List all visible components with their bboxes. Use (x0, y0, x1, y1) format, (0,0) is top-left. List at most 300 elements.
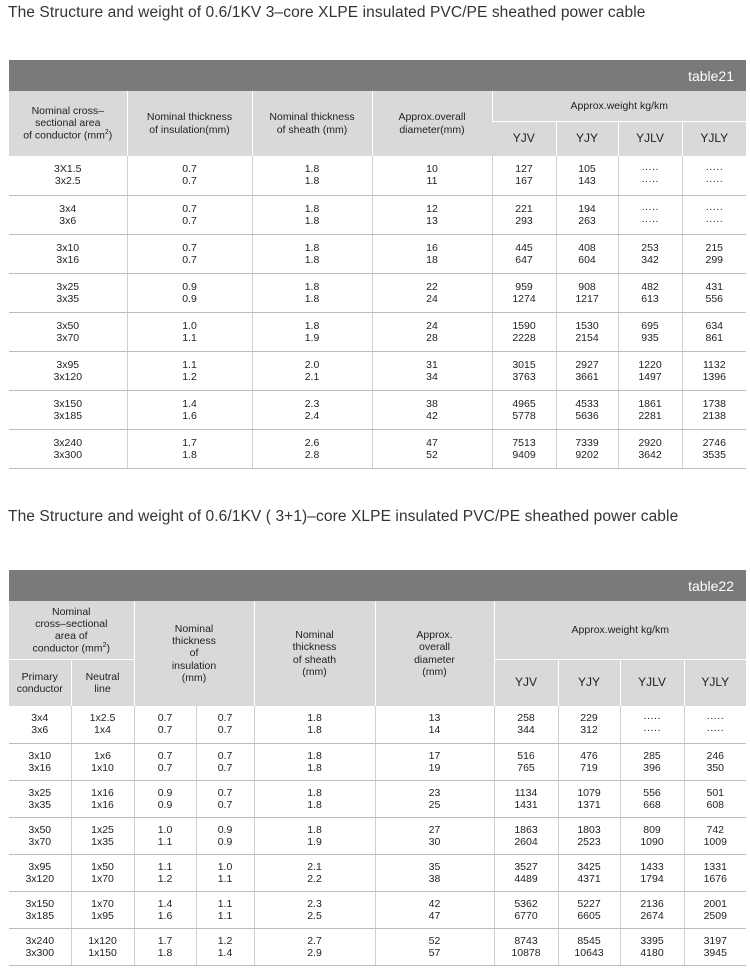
cell-value: 42 (426, 409, 438, 422)
cell-value: 1274 (512, 292, 536, 305)
cell-value: 167 (515, 175, 533, 188)
header-primary-conductor: Primary conductor (9, 660, 71, 707)
cell-ins (127, 390, 252, 429)
table-row (9, 706, 746, 743)
cell-value: 229 (580, 712, 598, 725)
cell-ins-n (196, 743, 254, 780)
table22 (9, 601, 746, 966)
cell-value: 445 (515, 241, 533, 254)
cell-value: 5362 (514, 897, 538, 910)
cell-value: 3x185 (53, 409, 83, 422)
cell-neutral (71, 743, 134, 780)
cell-value: 9202 (575, 448, 599, 461)
cell-value: 5636 (575, 409, 599, 422)
cell-ins-n (196, 891, 254, 928)
cell-yjy (558, 854, 620, 891)
cell-value: 4180 (640, 946, 664, 959)
cell-value: 0.7 (182, 241, 197, 254)
cell-neutral (71, 706, 134, 743)
cell-yjv (492, 156, 556, 195)
cell-ins-p (134, 891, 196, 928)
cell-yjlv (620, 891, 684, 928)
cell-value: 31 (426, 358, 438, 371)
header-approx-weight: Approx.weight kg/km (494, 601, 746, 660)
cell-value: 3x50 (28, 823, 52, 836)
cell-value: 0.9 (157, 786, 173, 799)
cell-value: 1079 (577, 786, 601, 799)
header-yjly: YJLY (682, 122, 746, 157)
cell-value: 4965 (512, 397, 536, 410)
cell-yjv (494, 891, 558, 928)
cell-value: 695 (641, 319, 659, 332)
cell-value: 0.7 (217, 786, 233, 799)
cell-value: 299 (705, 253, 724, 266)
header-conductor-area: Nominal cross–sectional area of conductor $(mm^2)$ (9, 601, 134, 660)
cell-value: 1.1 (157, 860, 173, 873)
cell-value: 2927 (575, 358, 599, 371)
cell-value: 127 (515, 163, 533, 176)
cell-value: 47 (426, 436, 438, 449)
cell-sheath (252, 429, 372, 468)
cell-yjlv (620, 817, 684, 854)
cell-primary (9, 780, 71, 817)
cell-value: 3x4 (31, 712, 49, 725)
header-sheath-thickness: Nominal thickness of sheath (mm) (254, 601, 375, 706)
cell-area (9, 195, 127, 234)
cell-value: 516 (517, 749, 535, 762)
table21-label-bar (9, 60, 746, 91)
cell-value: 1.1 (157, 835, 173, 848)
cell-value: ····· (705, 214, 723, 227)
cell-yjlv (620, 780, 684, 817)
cell-value: 3x240 (53, 436, 83, 449)
header-overall-diameter: Approx.overall diameter(mm) (372, 91, 492, 156)
cell-value: 3x2.5 (54, 175, 81, 188)
cell-value: 221 (515, 202, 533, 215)
cell-value: 12 (426, 202, 438, 215)
cell-yjly (682, 351, 746, 390)
cell-yjly (684, 780, 746, 817)
cell-value: 1794 (640, 872, 664, 885)
cell-value: 0.7 (217, 798, 233, 811)
cell-value: 1090 (640, 835, 664, 848)
table-row (9, 928, 746, 965)
cell-yjly (684, 743, 746, 780)
cell-value: ····· (641, 214, 659, 227)
cell-value: 6770 (514, 909, 538, 922)
cell-value: 4533 (575, 397, 599, 410)
cell-value: 19 (428, 761, 441, 774)
cell-value: 3x120 (53, 370, 83, 383)
cell-ins (127, 273, 252, 312)
cell-value: 1.8 (304, 175, 320, 188)
cell-value: 3x4 (59, 202, 77, 215)
cell-sheath (254, 817, 375, 854)
table-row (9, 156, 746, 195)
cell-value: 0.7 (157, 712, 173, 725)
cell-value: 8743 (514, 934, 538, 947)
header-neutral-line: Neutral line (71, 660, 134, 707)
cell-dia (372, 351, 492, 390)
table-row (9, 780, 746, 817)
cell-value: 3x50 (56, 319, 80, 332)
table22-title: The Structure and weight of 0.6/1KV ( 3+1)–core XLPE insulated PVC/PE sheathed power cable (8, 508, 679, 525)
cell-value: 1.8 (304, 319, 320, 332)
cell-value: 2.0 (304, 358, 320, 371)
cell-value: 263 (578, 214, 596, 227)
cell-value: 1.1 (182, 331, 197, 344)
cell-yjy (556, 234, 618, 273)
cell-value: 1433 (640, 860, 664, 873)
cell-dia (375, 706, 494, 743)
table-row (9, 743, 746, 780)
cell-value: 0.9 (157, 798, 173, 811)
header-yjv: YJV (492, 122, 556, 157)
cell-value: 1x50 (91, 860, 114, 873)
cell-value: 2.3 (307, 897, 322, 910)
cell-value: 3945 (703, 946, 727, 959)
cell-value: 2.9 (307, 946, 322, 959)
cell-value: 2138 (702, 409, 726, 422)
cell-value: 1.8 (304, 241, 320, 254)
cell-primary (9, 854, 71, 891)
cell-value: 1x150 (88, 946, 117, 959)
cell-value: 1.8 (307, 712, 322, 725)
cell-yjy (556, 312, 618, 351)
cell-yjy (558, 891, 620, 928)
cell-sheath (252, 351, 372, 390)
cell-value: 1.8 (307, 798, 322, 811)
cell-value: ····· (706, 724, 724, 737)
cell-value: 1x35 (91, 835, 114, 848)
cell-value: 0.7 (217, 712, 233, 725)
cell-yjly (682, 234, 746, 273)
cell-sheath (252, 195, 372, 234)
cell-yjlv (618, 273, 682, 312)
cell-dia (372, 156, 492, 195)
cell-value: 1009 (703, 835, 727, 848)
cell-neutral (71, 780, 134, 817)
cell-value: 1.0 (182, 319, 197, 332)
table22-label-bar (9, 570, 746, 601)
cell-value: 2281 (638, 409, 662, 422)
cell-ins (127, 351, 252, 390)
cell-value: 0.7 (182, 175, 197, 188)
cell-yjy (558, 780, 620, 817)
cell-yjly (684, 854, 746, 891)
cell-value: 3x6 (59, 214, 77, 227)
header-yjy: YJY (558, 660, 620, 707)
cell-value: 1220 (638, 358, 662, 371)
cell-dia (375, 780, 494, 817)
cell-yjv (492, 429, 556, 468)
cell-value: 3X1.5 (54, 163, 82, 176)
cell-value: 0.7 (157, 724, 173, 737)
cell-value: 1.8 (304, 292, 320, 305)
cell-value: 5778 (512, 409, 536, 422)
cell-yjy (556, 351, 618, 390)
cell-value: 1.6 (182, 409, 197, 422)
cell-value: 3x16 (28, 761, 52, 774)
header-conductor-area: Nominal cross– sectional area of conductor $(mm^2)$ (9, 91, 127, 156)
cell-sheath (254, 891, 375, 928)
cell-area (9, 429, 127, 468)
cell-value: 742 (706, 823, 725, 836)
cell-value: 194 (578, 202, 596, 215)
cell-sheath (254, 706, 375, 743)
cell-dia (375, 854, 494, 891)
cell-value: 3x95 (56, 358, 80, 371)
cell-neutral (71, 891, 134, 928)
cell-value: 1.9 (304, 331, 320, 344)
table-row (9, 891, 746, 928)
cell-value: 1331 (703, 860, 727, 873)
cell-yjlv (620, 743, 684, 780)
cell-value: 16 (426, 241, 438, 254)
cell-value: 25 (428, 798, 441, 811)
cell-area (9, 390, 127, 429)
cell-dia (375, 891, 494, 928)
cell-dia (372, 195, 492, 234)
cell-value: 1.7 (157, 934, 173, 947)
cell-value: 1396 (702, 370, 726, 383)
cell-yjly (682, 390, 746, 429)
cell-value: 1x95 (91, 909, 114, 922)
header-sheath-thickness: Nominal thickness of sheath (mm) (252, 91, 372, 156)
cell-value: 2.3 (304, 397, 320, 410)
cell-value: ····· (641, 175, 659, 188)
cell-area (9, 351, 127, 390)
cell-value: 3x300 (25, 946, 55, 959)
cell-value: 1x70 (91, 897, 114, 910)
table22-label: table22 (688, 578, 734, 594)
header-yjv: YJV (494, 660, 558, 707)
cell-value: 1x25 (91, 823, 114, 836)
cell-value: 8545 (577, 934, 601, 947)
header-yjly: YJLY (684, 660, 746, 707)
table21-label: table21 (688, 68, 734, 84)
cell-neutral (71, 817, 134, 854)
cell-value: 2746 (702, 436, 726, 449)
header-yjlv: YJLV (618, 122, 682, 157)
cell-yjy (556, 195, 618, 234)
cell-value: 1676 (703, 872, 727, 885)
cell-value: 1.2 (217, 934, 233, 947)
cell-value: 1x16 (91, 798, 114, 811)
cell-value: 608 (706, 798, 725, 811)
cell-value: 22 (426, 280, 438, 293)
cell-value: 2.1 (307, 860, 322, 873)
cell-yjlv (618, 351, 682, 390)
cell-value: 634 (705, 319, 724, 332)
cell-ins-n (196, 854, 254, 891)
cell-area (9, 312, 127, 351)
cell-ins-p (134, 817, 196, 854)
cell-value: 42 (428, 897, 441, 910)
cell-value: 2.7 (307, 934, 322, 947)
cell-value: 23 (428, 786, 441, 799)
header-insulation-thickness: Nominal thickness of insulation (mm) (134, 601, 254, 706)
cell-yjv (492, 351, 556, 390)
cell-area (9, 234, 127, 273)
cell-yjy (558, 928, 620, 965)
cell-value: 0.7 (182, 202, 197, 215)
table21-title: The Structure and weight of 0.6/1KV 3–core XLPE insulated PVC/PE sheathed power cable (8, 4, 646, 21)
cell-value: 0.7 (217, 749, 233, 762)
cell-value: 2228 (512, 331, 536, 344)
table-row (9, 390, 746, 429)
cell-value: 556 (643, 786, 661, 799)
cell-neutral (71, 928, 134, 965)
table-row (9, 854, 746, 891)
cell-value: 3642 (638, 448, 662, 461)
cell-value: 0.7 (182, 253, 197, 266)
cell-value: 1.9 (307, 835, 322, 848)
cell-value: 476 (580, 749, 598, 762)
cell-value: 1590 (512, 319, 536, 332)
cell-value: 10878 (511, 946, 541, 959)
cell-area (9, 156, 127, 195)
cell-sheath (252, 390, 372, 429)
cell-value: 1.0 (217, 860, 233, 873)
cell-dia (372, 429, 492, 468)
table-row (9, 817, 746, 854)
cell-yjly (684, 928, 746, 965)
cell-value: 1x70 (91, 872, 114, 885)
cell-value: 1.1 (217, 872, 233, 885)
cell-yjly (684, 706, 746, 743)
cell-value: 1497 (638, 370, 662, 383)
cell-value: 1x4 (94, 724, 111, 737)
cell-ins-n (196, 706, 254, 743)
cell-value: 1.4 (157, 897, 173, 910)
cell-value: 18 (426, 253, 438, 266)
cell-value: 2.6 (304, 436, 320, 449)
cell-value: 3x35 (56, 292, 80, 305)
cell-value: 3197 (703, 934, 727, 947)
cell-primary (9, 928, 71, 965)
cell-value: 1x120 (88, 934, 117, 947)
cell-sheath (254, 743, 375, 780)
cell-value: 408 (578, 241, 596, 254)
cell-yjlv (620, 854, 684, 891)
cell-yjv (494, 743, 558, 780)
cell-value: 3x240 (25, 934, 55, 947)
cell-value: 1.8 (304, 163, 320, 176)
header-yjy: YJY (556, 122, 618, 157)
cell-value: 3015 (512, 358, 536, 371)
cell-value: 3x150 (25, 897, 55, 910)
cell-value: 1.6 (157, 909, 173, 922)
cell-yjlv (620, 706, 684, 743)
cell-value: 2509 (703, 909, 727, 922)
cell-value: 2154 (575, 331, 599, 344)
cell-value: 0.7 (217, 724, 233, 737)
cell-value: 4371 (577, 872, 601, 885)
cell-ins (127, 234, 252, 273)
cell-value: 1132 (702, 358, 726, 371)
cell-yjv (492, 273, 556, 312)
cell-value: 1.8 (304, 202, 320, 215)
cell-ins-p (134, 780, 196, 817)
cell-value: 38 (428, 872, 441, 885)
cell-value: 215 (705, 241, 724, 254)
cell-yjy (558, 817, 620, 854)
cell-dia (372, 312, 492, 351)
cell-yjy (556, 156, 618, 195)
cell-ins-p (134, 706, 196, 743)
cell-sheath (252, 273, 372, 312)
cell-value: 1.8 (157, 946, 173, 959)
cell-value: 431 (705, 280, 724, 293)
cell-value: 1.8 (307, 786, 322, 799)
cell-value: 668 (643, 798, 661, 811)
cell-value: 1.8 (182, 448, 197, 461)
cell-value: 28 (426, 331, 438, 344)
cell-value: 2136 (640, 897, 664, 910)
cell-sheath (252, 234, 372, 273)
cell-value: 7513 (512, 436, 536, 449)
header-overall-diameter: Approx. overall diameter (mm) (375, 601, 494, 706)
cell-value: 1371 (577, 798, 601, 811)
cell-value: 47 (428, 909, 441, 922)
cell-value: 3527 (514, 860, 538, 873)
cell-value: 0.7 (157, 761, 173, 774)
cell-value: 2.2 (307, 872, 322, 885)
cell-dia (375, 817, 494, 854)
cell-value: 13 (428, 712, 441, 725)
cell-yjv (492, 234, 556, 273)
cell-value: 501 (706, 786, 725, 799)
cell-value: 293 (515, 214, 533, 227)
cell-dia (372, 390, 492, 429)
cell-value: ····· (641, 202, 659, 215)
cell-ins (127, 195, 252, 234)
cell-yjv (492, 390, 556, 429)
cell-yjly (684, 891, 746, 928)
cell-value: 2674 (640, 909, 664, 922)
cell-area (9, 273, 127, 312)
cell-value: 1.4 (182, 397, 197, 410)
cell-yjlv (618, 390, 682, 429)
cell-value: 143 (578, 175, 596, 188)
cell-value: 57 (428, 946, 441, 959)
cell-value: 0.9 (182, 280, 197, 293)
cell-value: 809 (643, 823, 661, 836)
cell-value: 342 (641, 253, 659, 266)
cell-value: 3x185 (25, 909, 55, 922)
cell-value: ····· (643, 724, 661, 737)
cell-value: 1.0 (157, 823, 173, 836)
cell-value: 1738 (702, 397, 726, 410)
cell-value: 11 (426, 175, 438, 188)
cell-yjlv (618, 234, 682, 273)
cell-yjlv (618, 195, 682, 234)
cell-value: 1x6 (94, 749, 111, 762)
cell-value: 10643 (574, 946, 604, 959)
cell-value: 3x16 (56, 253, 80, 266)
cell-yjly (682, 312, 746, 351)
cell-value: 35 (428, 860, 441, 873)
cell-value: 5227 (577, 897, 601, 910)
header-yjlv: YJLV (620, 660, 684, 707)
cell-value: ····· (705, 163, 723, 176)
cell-value: 1.8 (304, 280, 320, 293)
cell-yjly (682, 195, 746, 234)
cell-value: 604 (578, 253, 596, 266)
cell-value: 27 (428, 823, 441, 836)
cell-value: 258 (517, 712, 535, 725)
